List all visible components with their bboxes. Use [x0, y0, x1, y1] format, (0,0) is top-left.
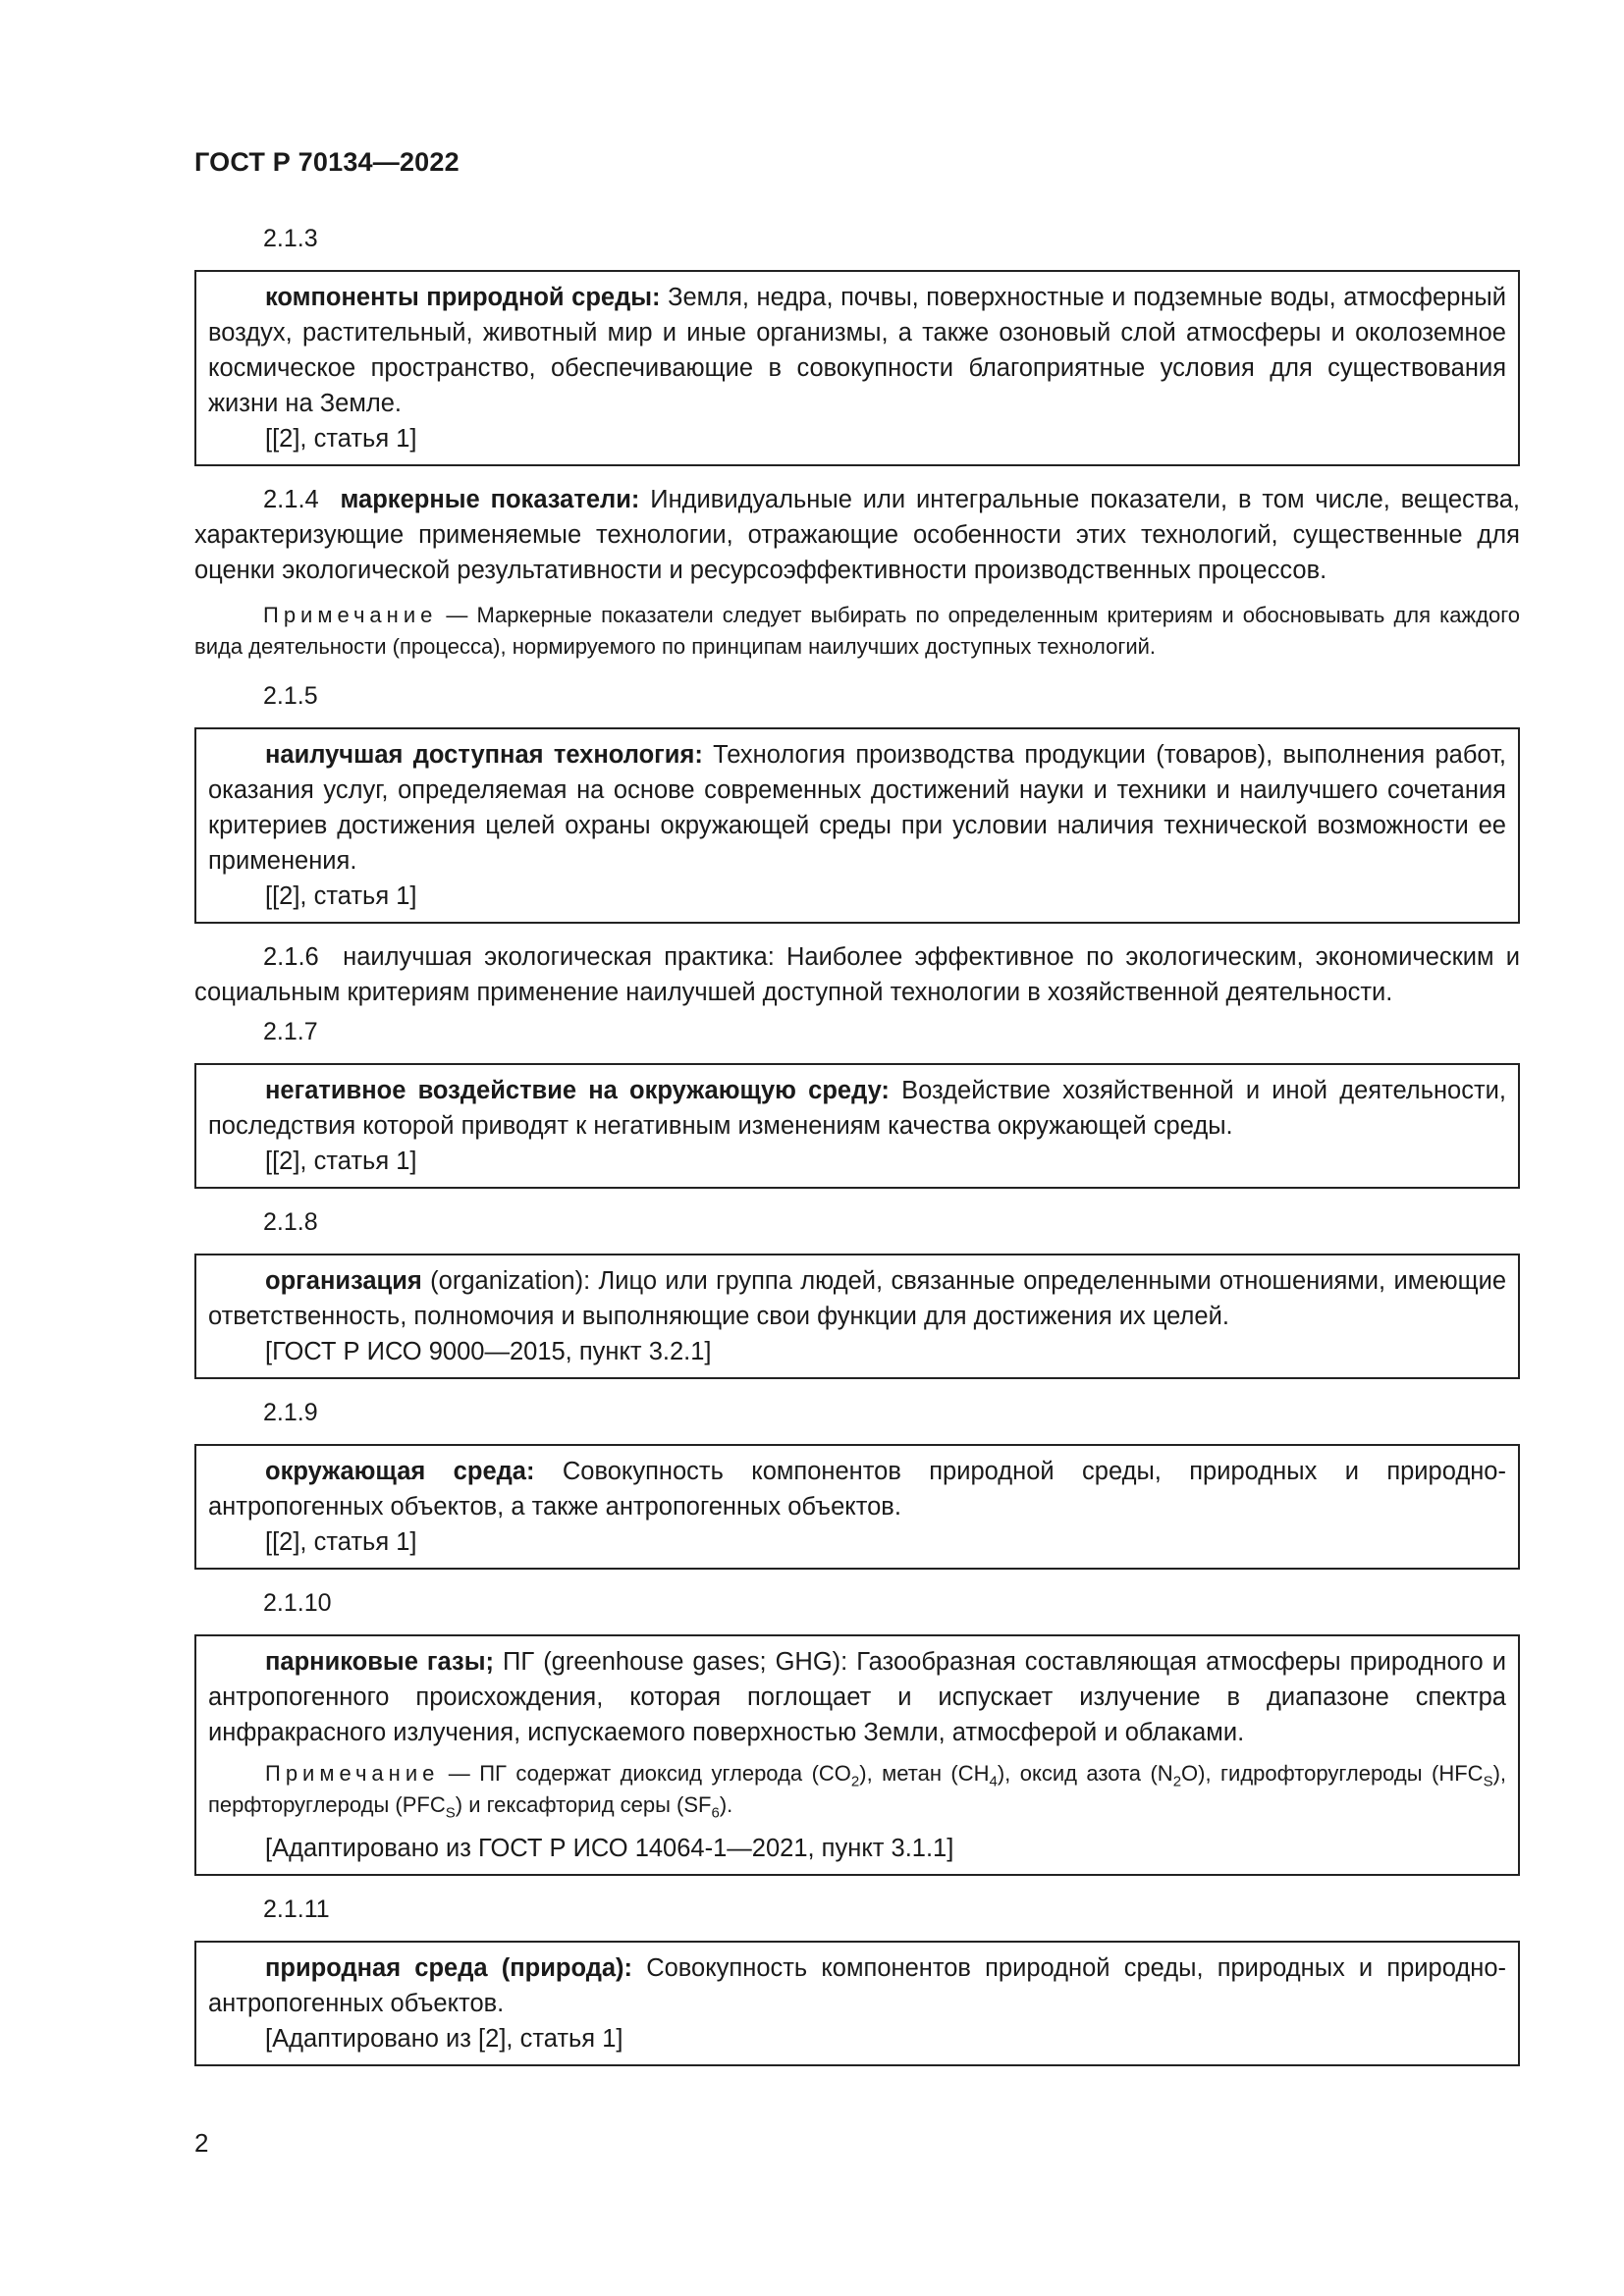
definition-text — [208, 1263, 1506, 1334]
term: негативное воздействие на окружающую среду: — [265, 1077, 890, 1104]
clause-number: 2.1.4 — [263, 486, 319, 513]
definition-text — [208, 280, 1506, 421]
definition-text — [208, 1644, 1506, 1750]
definition-box — [194, 1941, 1520, 2066]
term: окружающая среда: — [265, 1458, 535, 1485]
note-text: — ПГ содержат диоксид углерода (CO — [439, 1761, 851, 1786]
note-label: Примечание — [265, 1761, 440, 1786]
definition-source: [Адаптировано из ГОСТ Р ИСО 14064-1—2021, пункт 3.1.1] — [265, 1835, 954, 1862]
subscript: 6 — [711, 1804, 720, 1822]
note-text: O), гидрофторуглероды (HFC — [1181, 1761, 1484, 1786]
definition-source: [[2], статья 1] — [265, 1528, 417, 1556]
clause-number: 2.1.10 — [263, 1589, 332, 1617]
page-number: 2 — [194, 2128, 209, 2158]
clause-number: 2.1.6 — [263, 943, 319, 971]
term: природная среда (природа): — [265, 1954, 633, 1982]
term: маркерные показатели: — [340, 486, 640, 513]
definition: Технология производства продукции (товаров), выполнения работ, оказания услуг, определяемая на основе современных достижений науки и техники и наилучшего сочетания критериев достижения целей охраны окружающей среды при условии наличия технической возможности ее применения. — [208, 741, 1506, 875]
definition-text — [208, 1950, 1506, 2021]
definition: Совокупность компонентов природной среды, природных и природно-антропогенных объектов, а также антропогенных объектов. — [208, 1458, 1506, 1521]
note-text: — Маркерные показатели следует выбирать по определенным критериям и обосновывать для каждого вида деятельности (процесса), нормируемого по принципам наилучших доступных технологий. — [194, 603, 1520, 659]
term: наилучшая доступная технология: — [265, 741, 703, 769]
term: компоненты природной среды: — [265, 284, 661, 311]
definition-box — [194, 1444, 1520, 1570]
definition-box — [194, 1634, 1520, 1876]
definition-source: [Адаптировано из [2], статья 1] — [265, 2025, 623, 2053]
subscript: 2 — [850, 1773, 860, 1790]
definition: Индивидуальные или интегральные показатели, в том числе, вещества, характеризующие применяемые технологии, отражающие особенности этих технологий, существенные для оценки экологической результативности и ресурсоэффективности производственных процессов. — [194, 486, 1521, 584]
definition-text — [208, 1073, 1506, 1144]
note — [208, 1758, 1506, 1821]
note-text: ). — [719, 1792, 733, 1817]
clause-number: 2.1.5 — [263, 682, 318, 710]
clause-number: 2.1.11 — [263, 1896, 330, 1923]
subscript: 4 — [989, 1773, 998, 1790]
clause-paragraph — [194, 939, 1520, 1010]
subscript: 2 — [1172, 1773, 1182, 1790]
definition-source: [[2], статья 1] — [265, 425, 417, 453]
note-text: ) и гексафторид серы (SF — [455, 1792, 712, 1817]
note-label: Примечание — [263, 603, 438, 627]
definition-text — [208, 737, 1506, 879]
clause-number: 2.1.3 — [263, 225, 318, 252]
document-content — [194, 221, 1520, 2082]
definition-box — [194, 1254, 1520, 1379]
definition-source: [ГОСТ Р ИСО 9000—2015, пункт 3.2.1] — [265, 1338, 712, 1365]
clause-number: 2.1.9 — [263, 1399, 318, 1426]
note-text: ), метан (CH — [859, 1761, 990, 1786]
clause-paragraph — [194, 482, 1520, 588]
note — [194, 600, 1520, 663]
term: организация — [265, 1267, 422, 1295]
definition: Совокупность компонентов природной среды, природных и природно-антропогенных объектов. — [208, 1954, 1506, 2017]
definition-box — [194, 270, 1520, 466]
subscript: S — [1483, 1773, 1493, 1790]
clause-number: 2.1.7 — [263, 1018, 318, 1045]
definition: (organization): Лицо или группа людей, связанные определенными отношениями, имеющие ответственность, полномочия и выполняющие свои функции для достижения их целей. — [208, 1267, 1506, 1330]
subscript: S — [445, 1804, 456, 1822]
definition-source: [[2], статья 1] — [265, 1148, 417, 1175]
document-header: ГОСТ Р 70134—2022 — [194, 147, 460, 177]
note-text: ), оксид азота (N — [997, 1761, 1173, 1786]
definition: Воздействие хозяйственной и иной деятельности, последствия которой приводят к негативным изменениям качества окружающей среды. — [208, 1077, 1506, 1140]
definition-text — [208, 1454, 1506, 1524]
clause-number: 2.1.8 — [263, 1208, 318, 1236]
definition-box — [194, 1063, 1520, 1189]
definition-box — [194, 727, 1520, 924]
definition-source: [[2], статья 1] — [265, 882, 417, 910]
definition: ПГ (greenhouse gases; GHG): Газообразная составляющая атмосферы природного и антропогенного происхождения, которая поглощает и испускает излучение в диапазоне спектра инфракрасного излучения, испускаемого поверхностью Земли, атмосферой и облаками. — [208, 1648, 1506, 1746]
note-text: ), перфторуглероды (PFC — [208, 1761, 1507, 1817]
definition: наилучшая экологическая практика: Наиболее эффективное по экологическим, экономическим и социальным критериям применение наилучшей доступной технологии в хозяйственной деятельности. — [194, 943, 1521, 1006]
term: парниковые газы; — [265, 1648, 494, 1676]
definition: Земля, недра, почвы, поверхностные и подземные воды, атмосферный воздух, растительный, животный мир и иные организмы, а также озоновый слой атмосферы и околоземное космическое пространство, обеспечивающие в совокупности благоприятные условия для существования жизни на Земле. — [208, 284, 1506, 417]
